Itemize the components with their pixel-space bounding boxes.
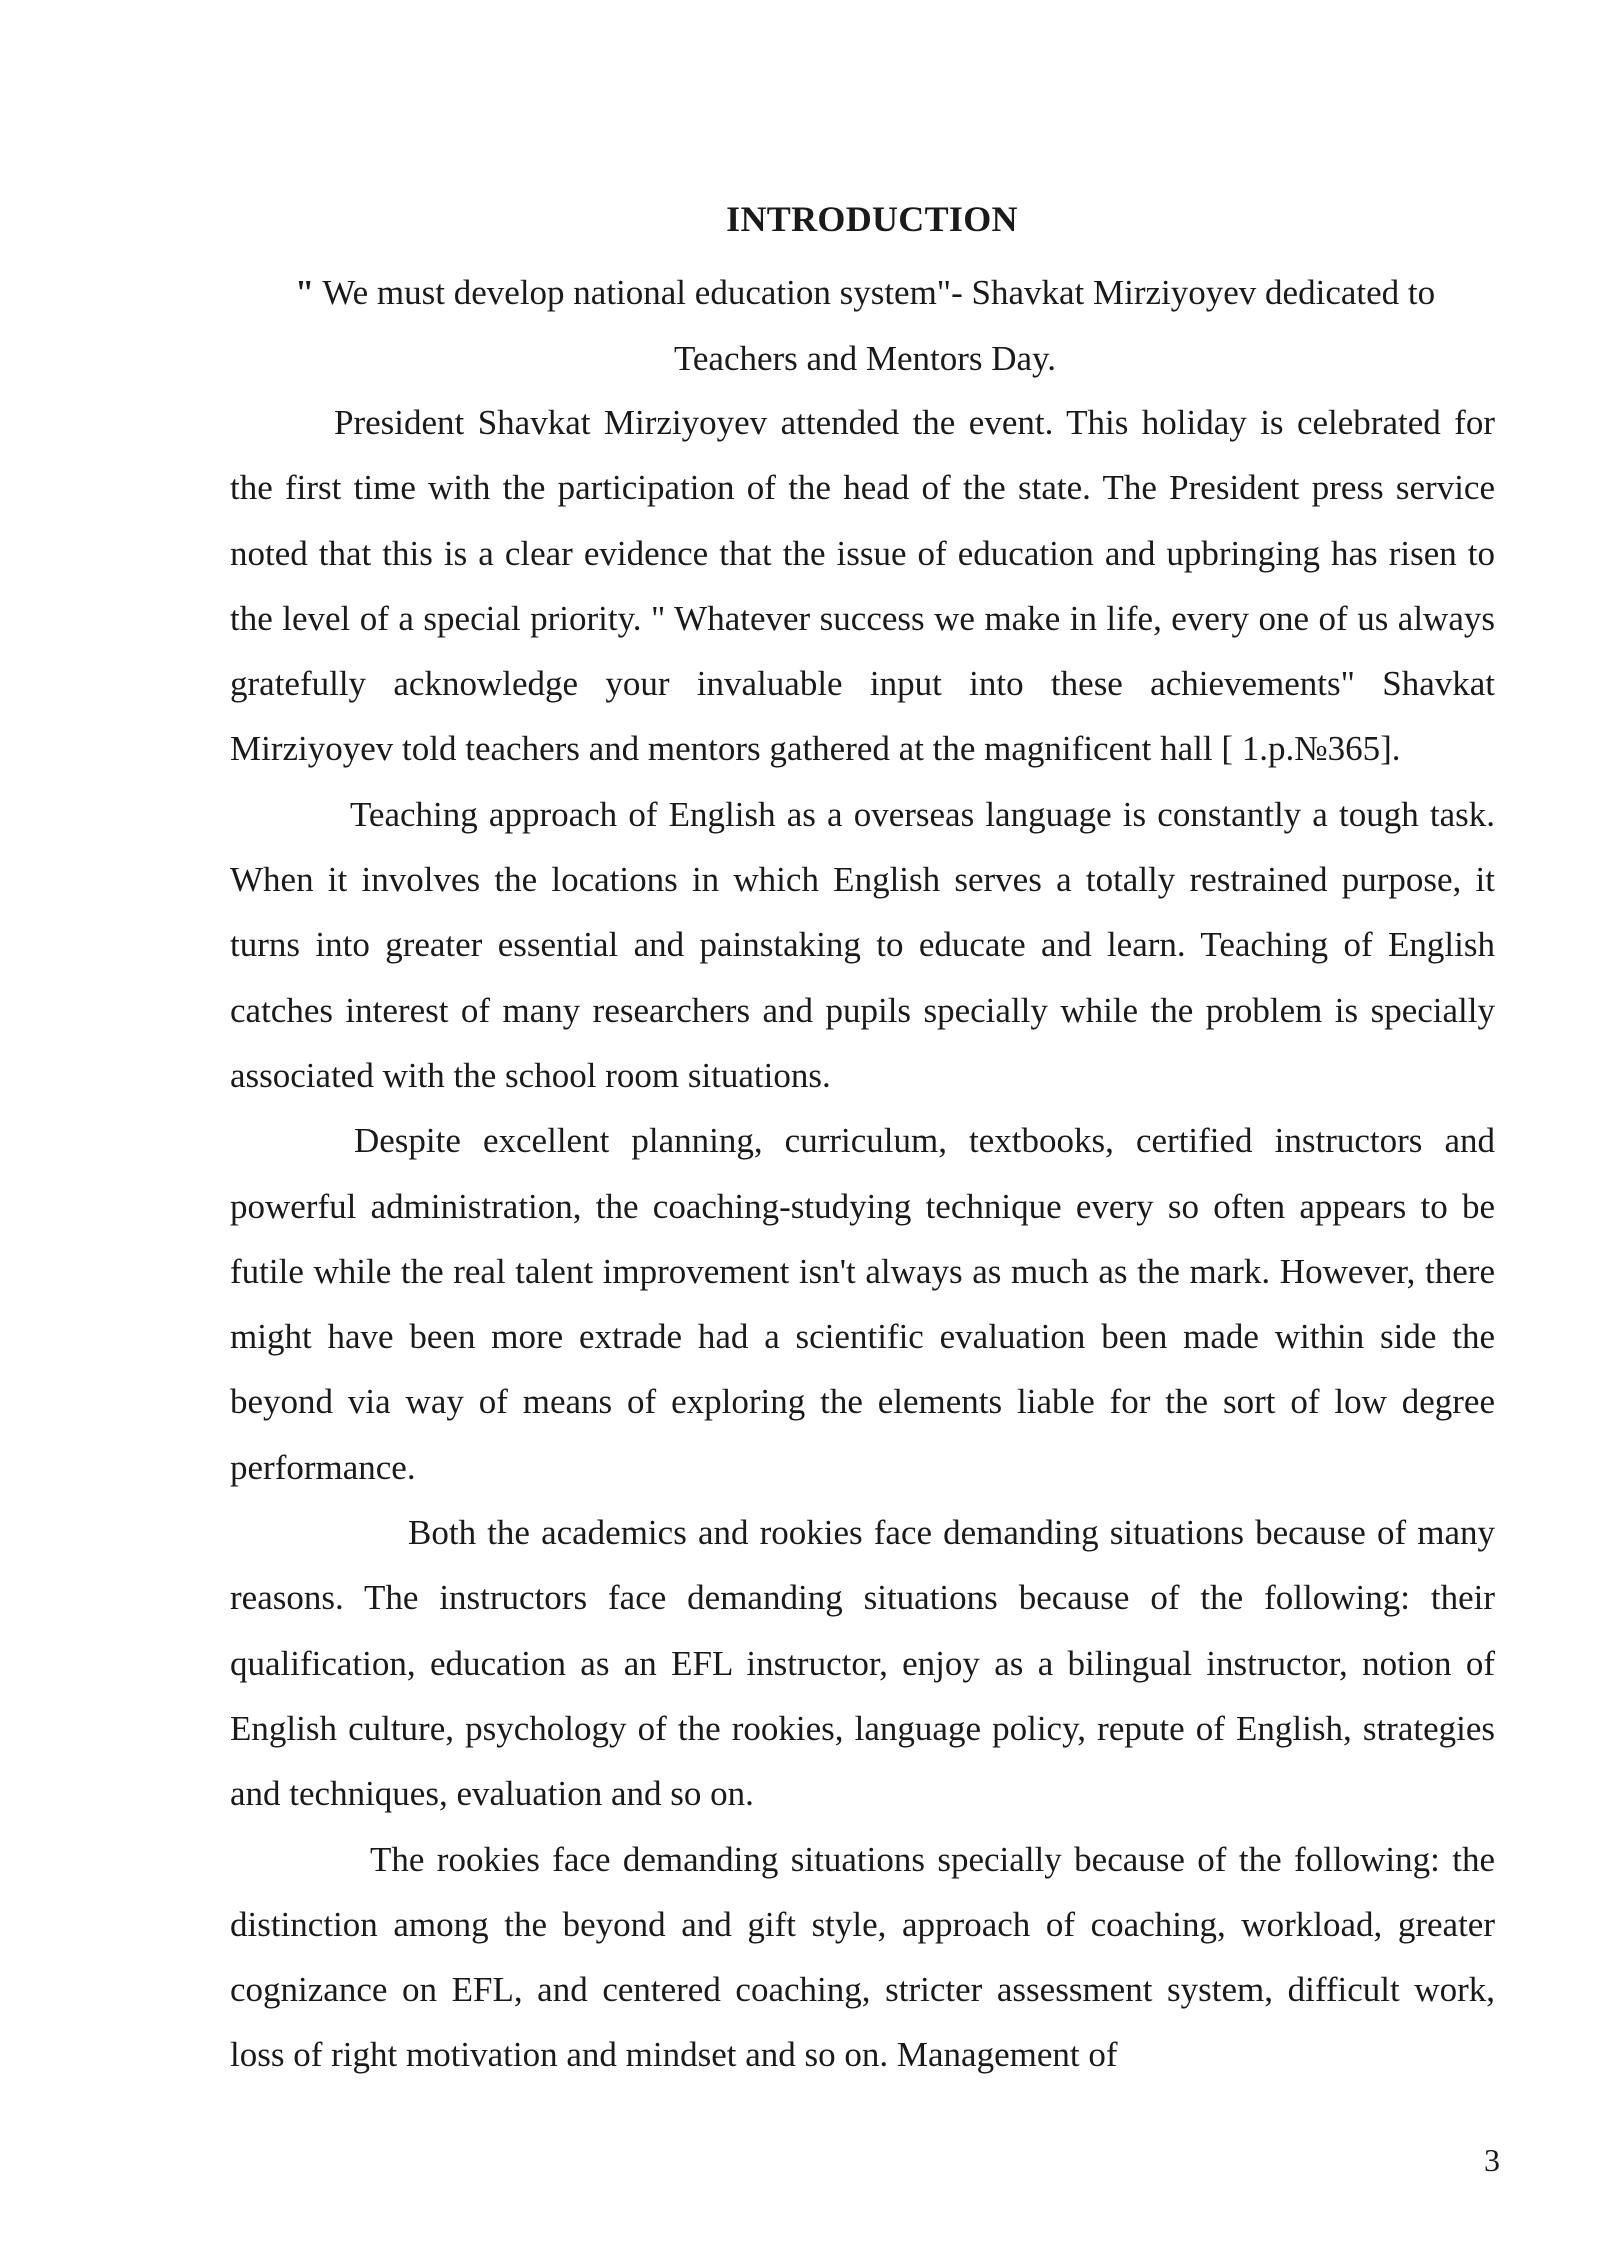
paragraph-3: Despite excellent planning, curriculum, textbooks, certified instructors and powerful administration, the coaching-studying technique every so often appears to be futile while the real talent improvement isn't always as much as the mark. However, there might have been more extrade had a scientific evaluation been made within side the beyond via way of means of exploring the elements liable for the sort of low degree performance. bbox=[230, 1121, 1495, 1487]
epigraph-text: We must develop national education system"- Shavkat Mirziyoyev dedicated to Teachers and Mentors Day. bbox=[314, 273, 1436, 378]
paragraph-1: President Shavkat Mirziyoyev attended the event. This holiday is celebrated for the first time with the participation of the head of the state. The President press service noted that this is a clear evidence that the issue of education and upbringing has risen to the level of a special priority. " Whatever success we make in life, every one of us always gratefully acknowledge your invaluable input into these achievements" Shavkat Mirziyoyev told teachers and mentors gathered at the magnificent hall [ 1.p.№365]. bbox=[230, 403, 1495, 769]
epigraph-quote-mark: " bbox=[294, 273, 315, 312]
epigraph bbox=[230, 260, 1500, 391]
paragraph-5: The rookies face demanding situations specially because of the following: the distinction among the beyond and gift style, approach of coaching, workload, greater cognizance on EFL, and centered coaching, stricter assessment system, difficult work, loss of right motivation and mindset and so on. Management of bbox=[230, 1839, 1495, 2075]
paragraph-4: Both the academics and rookies face demanding situations because of many reasons. The instructors face demanding situations because of the following: their qualification, education as an EFL instructor, enjoy as a bilingual instructor, notion of English culture, psychology of the rookies, language policy, repute of English, strategies and techniques, evaluation and so on. bbox=[230, 1513, 1495, 1814]
page-number: 3 bbox=[1484, 2142, 1500, 2178]
page-title: INTRODUCTION bbox=[726, 199, 1018, 239]
body-text bbox=[230, 390, 1495, 2088]
paragraph-2: Teaching approach of English as a overseas language is constantly a tough task. When it involves the locations in which English serves a totally restrained purpose, it turns into greater essential and painstaking to educate and learn. Teaching of English catches interest of many researchers and pupils specially while the problem is specially associated with the school room situations. bbox=[230, 794, 1495, 1095]
